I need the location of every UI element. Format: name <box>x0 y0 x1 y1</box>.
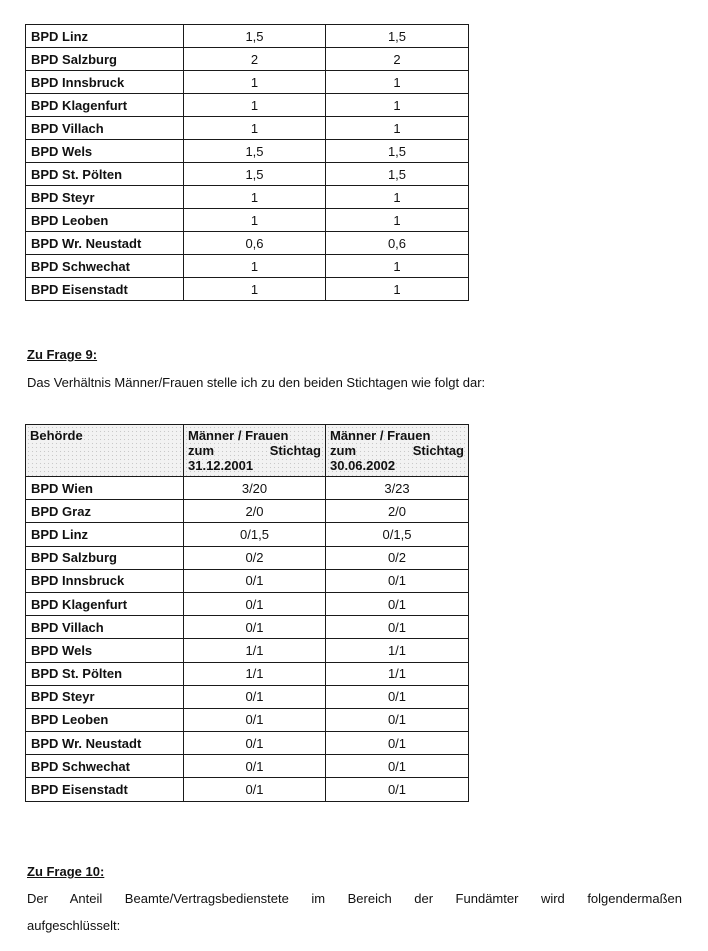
cell-value-1: 0/1 <box>184 685 326 708</box>
cell-value-2: 0/1 <box>326 616 469 639</box>
table-row <box>26 500 469 523</box>
cell-value-2: 1,5 <box>326 25 469 48</box>
cell-value-1: 0/2 <box>184 546 326 569</box>
table-row <box>26 477 469 500</box>
cell-value-1: 2/0 <box>184 500 326 523</box>
header-label: Männer / Frauen <box>330 428 431 443</box>
table-row <box>26 48 469 71</box>
cell-value-2: 1 <box>326 255 469 278</box>
cell-value-2: 1/1 <box>326 639 469 662</box>
staff-table-1 <box>25 24 469 301</box>
row-label: BPD Salzburg <box>26 546 184 569</box>
table-row <box>26 708 469 731</box>
section-10-heading: Zu Frage 10: <box>27 864 105 879</box>
cell-value-1: 1,5 <box>184 140 326 163</box>
cell-value-2: 0/1 <box>326 592 469 615</box>
row-label: BPD Innsbruck <box>26 71 184 94</box>
cell-value-1: 1/1 <box>184 639 326 662</box>
row-label: BPD Wien <box>26 477 184 500</box>
row-label: BPD Eisenstadt <box>26 278 184 301</box>
cell-value-1: 1 <box>184 255 326 278</box>
row-label: BPD Linz <box>26 523 184 546</box>
row-label: BPD Innsbruck <box>26 569 184 592</box>
section-9-text: Das Verhältnis Männer/Frauen stelle ich zu den beiden Stichtagen wie folgt dar: <box>27 375 486 390</box>
cell-value-1: 0/1 <box>184 708 326 731</box>
table-row <box>26 569 469 592</box>
cell-value-2: 1 <box>326 278 469 301</box>
cell-value-1: 0/1 <box>184 778 326 801</box>
cell-value-2: 2/0 <box>326 500 469 523</box>
cell-value-1: 0/1 <box>184 616 326 639</box>
table-row <box>26 117 469 140</box>
cell-value-1: 0/1 <box>184 755 326 778</box>
row-label: BPD St. Pölten <box>26 662 184 685</box>
row-label: BPD Steyr <box>26 186 184 209</box>
table-header-row <box>26 425 469 477</box>
cell-value-2: 1/1 <box>326 662 469 685</box>
cell-value-1: 0/1 <box>184 592 326 615</box>
cell-value-2: 0/1 <box>326 569 469 592</box>
row-label: BPD Villach <box>26 616 184 639</box>
cell-value-1: 0/1 <box>184 732 326 755</box>
row-label: BPD Schwechat <box>26 755 184 778</box>
gender-ratio-table <box>25 424 469 802</box>
table-row <box>26 546 469 569</box>
table-row <box>26 685 469 708</box>
table-row <box>26 71 469 94</box>
row-label: BPD Villach <box>26 117 184 140</box>
cell-value-2: 0/1,5 <box>326 523 469 546</box>
header-date: 31.12.2001 <box>188 458 254 473</box>
cell-value-2: 1 <box>326 94 469 117</box>
row-label: BPD Wr. Neustadt <box>26 732 184 755</box>
cell-value-1: 3/20 <box>184 477 326 500</box>
table-row <box>26 732 469 755</box>
row-label: BPD Wr. Neustadt <box>26 232 184 255</box>
row-label: BPD Graz <box>26 500 184 523</box>
row-label: BPD Eisenstadt <box>26 778 184 801</box>
table-row <box>26 255 469 278</box>
table-row <box>26 209 469 232</box>
header-zum: zum <box>330 443 356 458</box>
cell-value-1: 1 <box>184 278 326 301</box>
table-row <box>26 778 469 801</box>
header-behoerde <box>26 425 184 477</box>
table-row <box>26 94 469 117</box>
cell-value-1: 0/1,5 <box>184 523 326 546</box>
header-stichtag: Stichtag <box>269 443 321 458</box>
header-date: 30.06.2002 <box>330 458 396 473</box>
table-row <box>26 278 469 301</box>
header-label: Männer / Frauen <box>188 428 289 443</box>
row-label: BPD Salzburg <box>26 48 184 71</box>
cell-value-2: 0/2 <box>326 546 469 569</box>
cell-value-1: 1/1 <box>184 662 326 685</box>
cell-value-1: 1,5 <box>184 163 326 186</box>
section-10-text-line1: Der Anteil Beamte/Vertragsbedienstete im Bereich der Fundämter wird folgendermaßen <box>27 891 682 906</box>
cell-value-2: 1,5 <box>326 163 469 186</box>
row-label: BPD Klagenfurt <box>26 94 184 117</box>
section-9-heading: Zu Frage 9: <box>27 347 98 362</box>
cell-value-2: 0/1 <box>326 685 469 708</box>
row-label: BPD Wels <box>26 639 184 662</box>
table-row <box>26 163 469 186</box>
table-row <box>26 232 469 255</box>
header-stichtag-2001 <box>184 425 326 477</box>
cell-value-2: 1 <box>326 209 469 232</box>
cell-value-1: 0,6 <box>184 232 326 255</box>
table-row <box>26 616 469 639</box>
cell-value-2: 1 <box>326 71 469 94</box>
table-row <box>26 592 469 615</box>
row-label: BPD Leoben <box>26 209 184 232</box>
section-10-text-line2: aufgeschlüsselt: <box>27 918 121 933</box>
cell-value-2: 0/1 <box>326 732 469 755</box>
cell-value-2: 1 <box>326 186 469 209</box>
cell-value-1: 1 <box>184 209 326 232</box>
row-label: BPD St. Pölten <box>26 163 184 186</box>
table-row <box>26 523 469 546</box>
cell-value-2: 0,6 <box>326 232 469 255</box>
cell-value-1: 0/1 <box>184 569 326 592</box>
cell-value-1: 2 <box>184 48 326 71</box>
table-row <box>26 639 469 662</box>
cell-value-2: 1,5 <box>326 140 469 163</box>
cell-value-2: 1 <box>326 117 469 140</box>
cell-value-2: 2 <box>326 48 469 71</box>
cell-value-1: 1,5 <box>184 25 326 48</box>
row-label: BPD Linz <box>26 25 184 48</box>
cell-value-1: 1 <box>184 117 326 140</box>
header-stichtag-2002 <box>326 425 469 477</box>
cell-value-2: 0/1 <box>326 778 469 801</box>
cell-value-1: 1 <box>184 94 326 117</box>
header-behoerde-label: Behörde <box>30 428 83 443</box>
table-row <box>26 662 469 685</box>
table-row <box>26 186 469 209</box>
row-label: BPD Klagenfurt <box>26 592 184 615</box>
cell-value-2: 3/23 <box>326 477 469 500</box>
cell-value-2: 0/1 <box>326 708 469 731</box>
table-row <box>26 140 469 163</box>
cell-value-2: 0/1 <box>326 755 469 778</box>
cell-value-1: 1 <box>184 186 326 209</box>
row-label: BPD Schwechat <box>26 255 184 278</box>
row-label: BPD Leoben <box>26 708 184 731</box>
cell-value-1: 1 <box>184 71 326 94</box>
row-label: BPD Wels <box>26 140 184 163</box>
table-row <box>26 25 469 48</box>
header-zum: zum <box>188 443 214 458</box>
header-stichtag: Stichtag <box>412 443 464 458</box>
table-row <box>26 755 469 778</box>
row-label: BPD Steyr <box>26 685 184 708</box>
